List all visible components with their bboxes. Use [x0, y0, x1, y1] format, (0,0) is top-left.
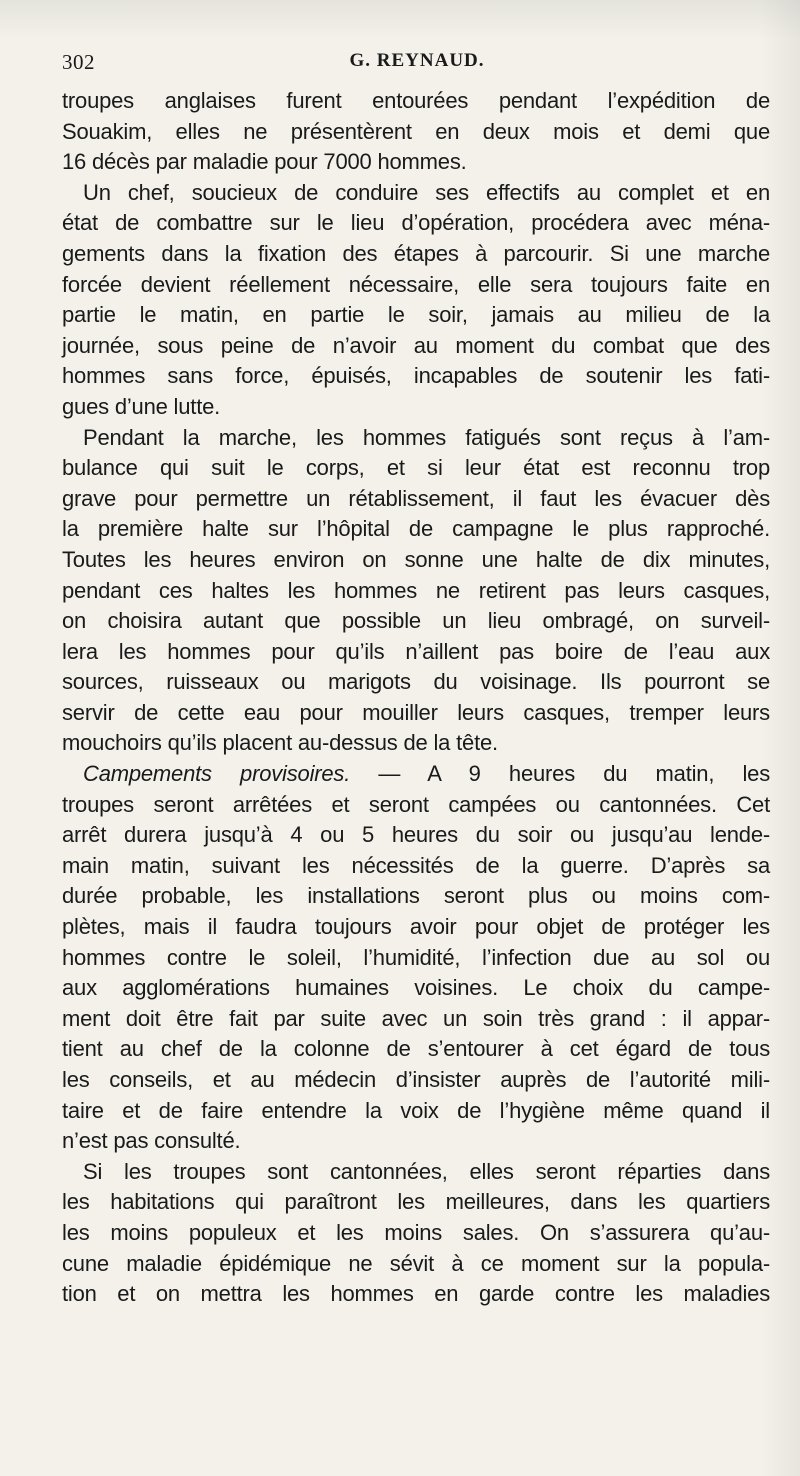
- text-line: partie le matin, en partie le soir, jamais au milieu de la: [62, 302, 770, 328]
- body-text: [62, 86, 770, 1310]
- text-line: on choisira autant que possible un lieu ombragé, on surveil-: [62, 608, 770, 634]
- text-line: forcée devient réellement nécessaire, elle sera toujours faite en: [62, 271, 770, 297]
- text-line: les conseils, et au médecin d’insister auprès de l’autorité mili-: [62, 1067, 770, 1092]
- text-line: gements dans la fixation des étapes à parcourir. Si une marche: [62, 240, 770, 266]
- text-line: gues d’une lutte.: [62, 393, 221, 419]
- section-heading-continuation: — A 9 heures du matin, les: [378, 761, 770, 787]
- text-line: hommes sans force, épuisés, incapables de soutenir les fati-: [62, 363, 770, 389]
- section-heading: Campements provisoires.: [83, 761, 351, 787]
- text-line: Pendant la marche, les hommes fatigués sont reçus à l’am-: [83, 424, 770, 450]
- text-line: plètes, mais il faudra toujours avoir pour objet de protéger les: [62, 914, 770, 940]
- text-line: tion et on mettra les hommes en garde contre les maladies: [62, 1281, 770, 1307]
- text-line: hommes contre le soleil, l’humidité, l’infection due au sol ou: [62, 944, 770, 970]
- text-line: taire et de faire entendre la voix de l’hygiène même quand il: [62, 1097, 770, 1123]
- text-line: durée probable, les installations seront plus ou moins com-: [62, 883, 770, 909]
- running-head: G. REYNAUD.: [349, 50, 485, 71]
- text-line: ment doit être fait par suite avec un soin très grand : il appar-: [62, 1005, 770, 1031]
- text-line: journée, sous peine de n’avoir au moment du combat que des: [62, 332, 770, 358]
- text-line: tient au chef de la colonne de s’entourer à cet égard de tous: [62, 1036, 770, 1062]
- text-line: Toutes les heures environ on sonne une halte de dix minutes,: [62, 546, 770, 572]
- text-line: la première halte sur l’hôpital de campagne le plus rapproché.: [62, 516, 770, 542]
- text-line: Souakim, elles ne présentèrent en deux mois et demi que: [62, 118, 770, 144]
- text-line: état de combattre sur le lieu d’opération, procédera avec ména-: [62, 210, 770, 236]
- text-line: n’est pas consulté.: [62, 1128, 241, 1154]
- text-line: troupes anglaises furent entourées pendant l’expédition de: [62, 88, 770, 113]
- text-line: sources, ruisseaux ou marigots du voisinage. Ils pourront se: [62, 669, 770, 695]
- text-line: lera les hommes pour qu’ils n’aillent pas boire de l’eau aux: [62, 638, 770, 664]
- text-line: pendant ces haltes les hommes ne retirent pas leurs casques,: [62, 577, 770, 603]
- text-line: les moins populeux et les moins sales. On s’assurera qu’au-: [62, 1219, 770, 1245]
- text-line: arrêt durera jusqu’à 4 ou 5 heures du soir ou jusqu’au lende-: [62, 822, 770, 848]
- page-number: 302: [62, 50, 95, 74]
- section-heading-line: [62, 759, 770, 790]
- text-line: cune maladie épidémique ne sévit à ce moment sur la popula-: [62, 1250, 770, 1276]
- text-line: servir de cette eau pour mouiller leurs casques, tremper leurs: [62, 699, 770, 725]
- text-line: bulance qui suit le corps, et si leur état est reconnu trop: [62, 455, 770, 481]
- text-line: main matin, suivant les nécessités de la guerre. D’après sa: [62, 852, 770, 878]
- text-line: aux agglomérations humaines voisines. Le choix du campe-: [62, 975, 770, 1001]
- text-line: 16 décès par maladie pour 7000 hommes.: [62, 149, 467, 175]
- page-header: [62, 50, 772, 84]
- text-line: mouchoirs qu’ils placent au-dessus de la tête.: [62, 730, 498, 756]
- text-line: grave pour permettre un rétablissement, il faut les évacuer dès: [62, 485, 770, 511]
- text-line: les habitations qui paraîtront les meilleures, dans les quartiers: [62, 1189, 770, 1215]
- text-line: Si les troupes sont cantonnées, elles seront réparties dans: [83, 1158, 770, 1184]
- text-line: Un chef, soucieux de conduire ses effectifs au complet et en: [83, 179, 770, 205]
- text-line: troupes seront arrêtées et seront campées ou cantonnées. Cet: [62, 791, 770, 817]
